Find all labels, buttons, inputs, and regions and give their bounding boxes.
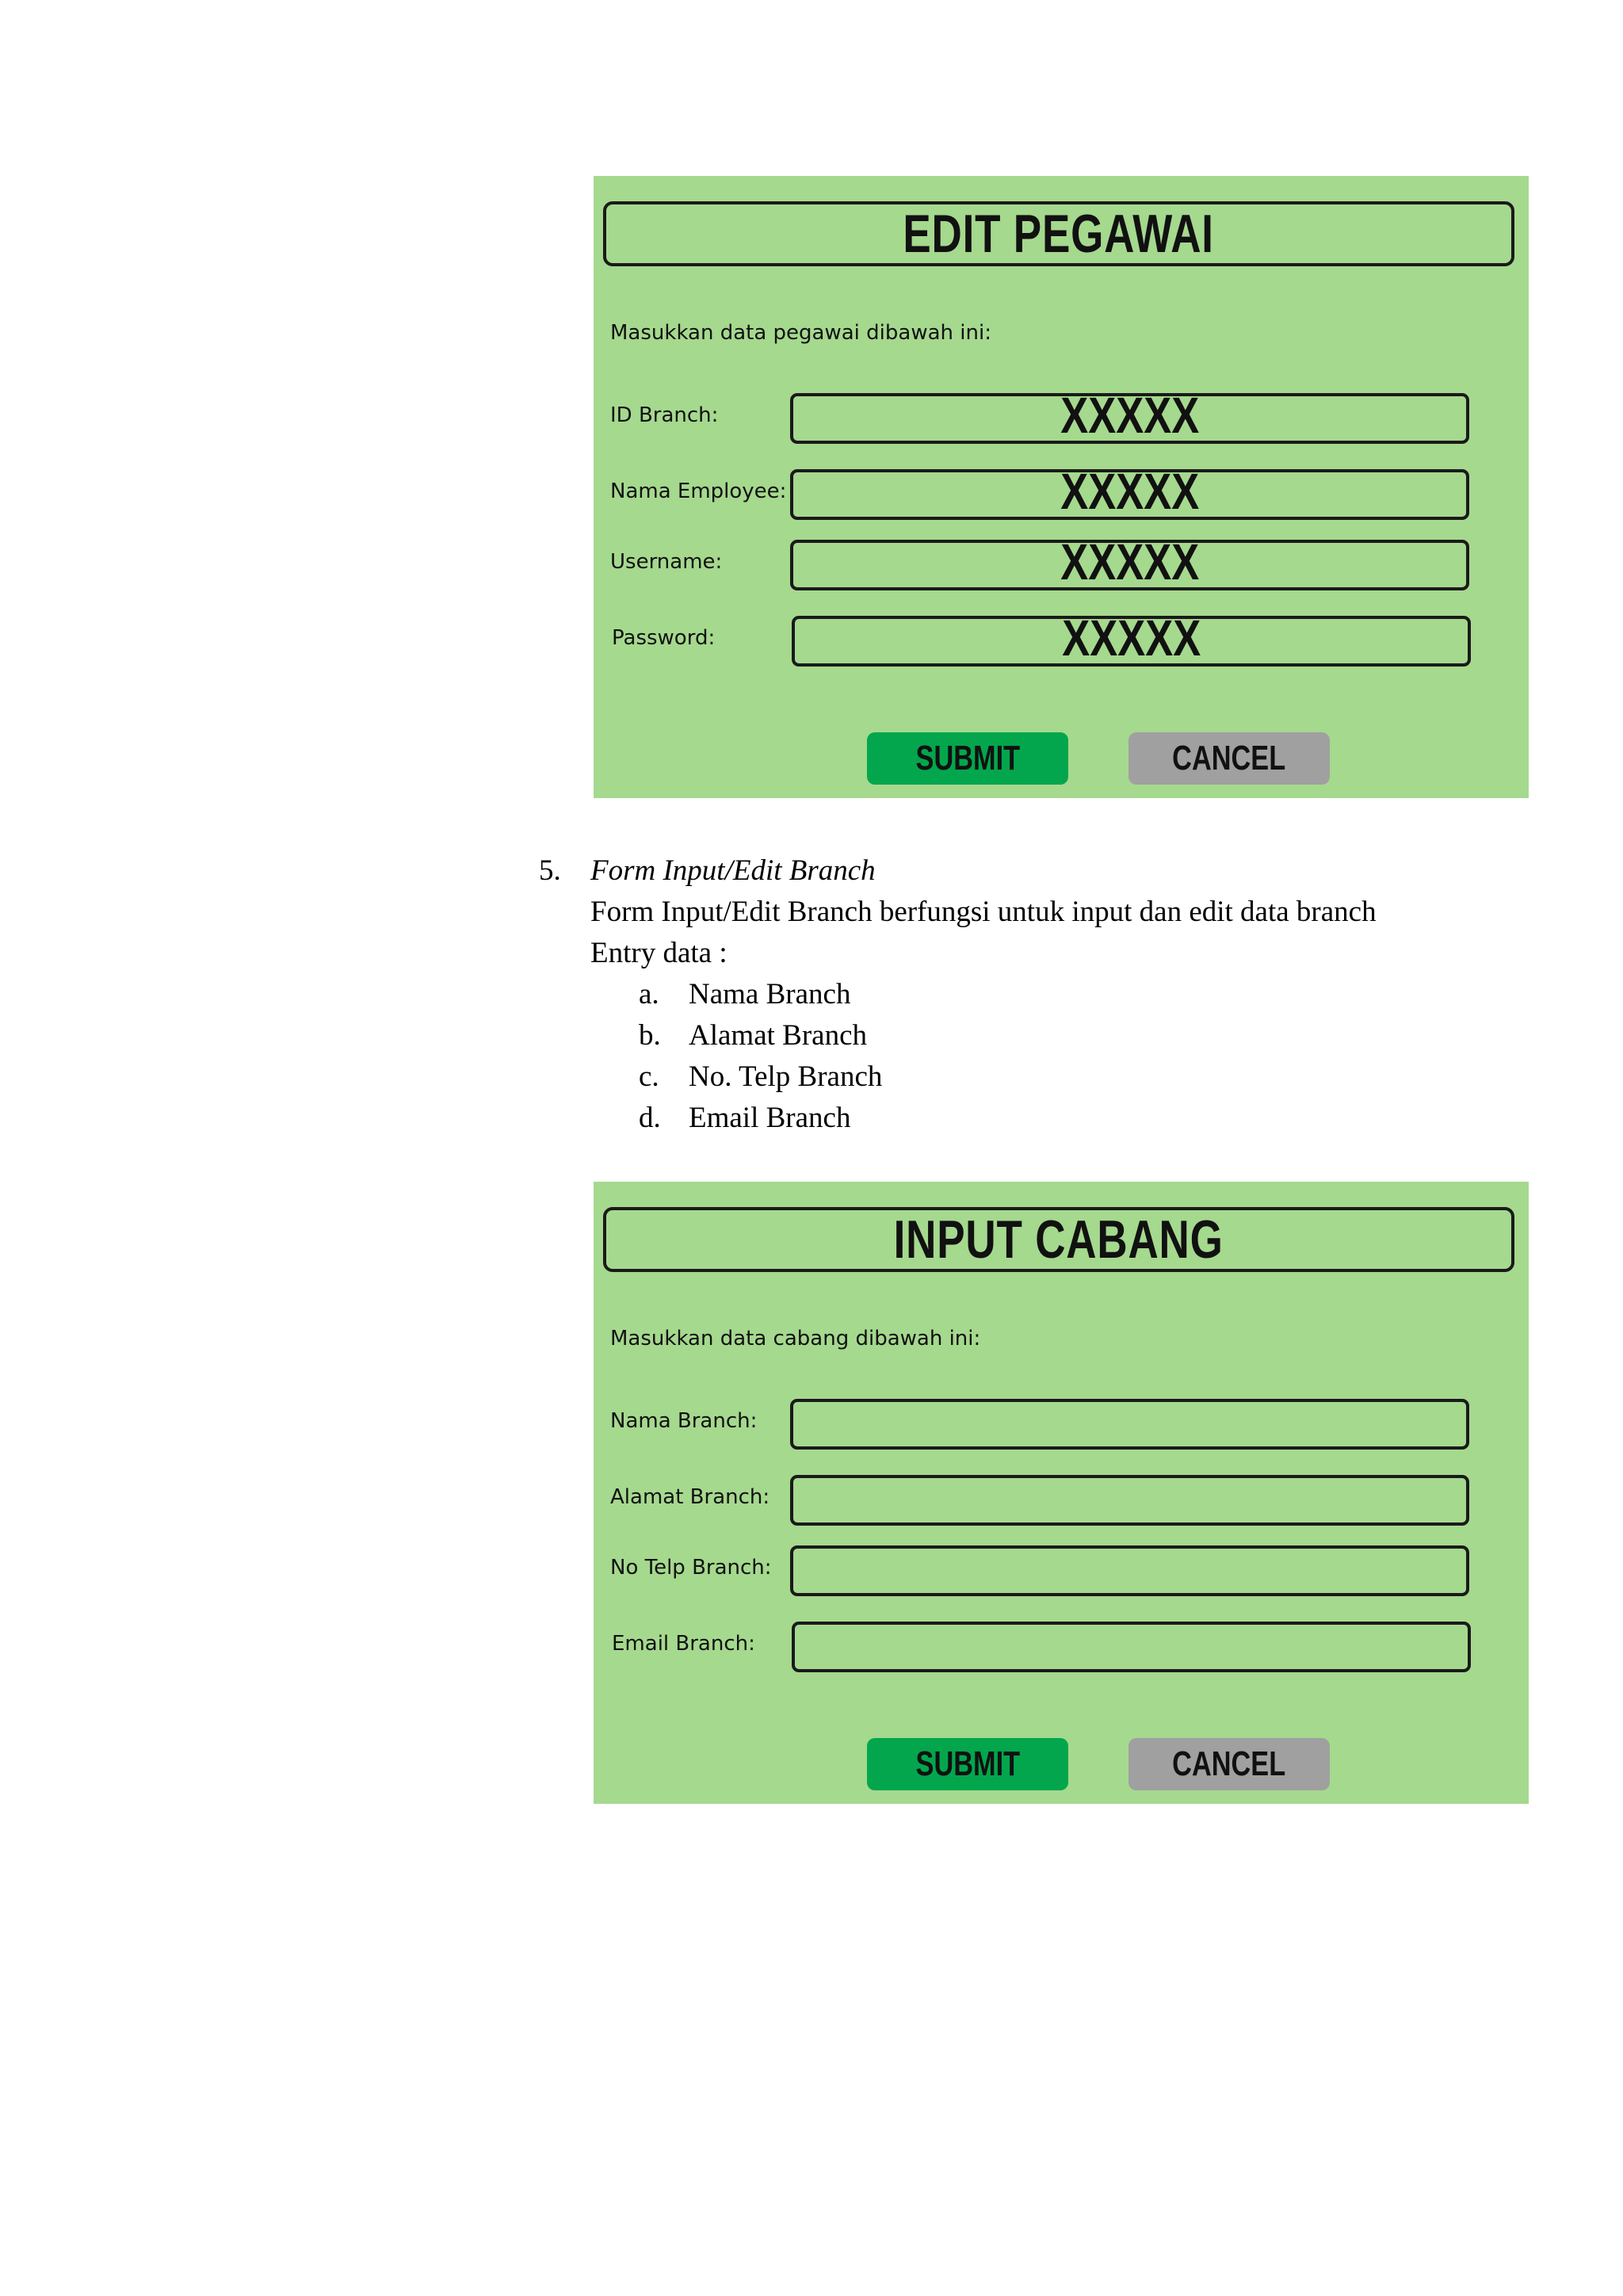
section-description: Form Input/Edit Branch berfungsi untuk input dan edit data branch <box>590 896 1377 928</box>
submit-button[interactable] <box>867 1738 1068 1790</box>
submit-button[interactable] <box>867 732 1068 785</box>
cancel-button-label: CANCEL <box>1172 1744 1286 1783</box>
section-number: 5. <box>539 854 561 887</box>
email-branch-label: Email Branch: <box>612 1632 755 1656</box>
username-label: Username: <box>610 550 723 574</box>
nama-employee-field[interactable] <box>790 463 1469 520</box>
alamat-branch-field[interactable] <box>790 1475 1469 1526</box>
list-item-letter: d. <box>639 1102 661 1134</box>
username-field[interactable] <box>790 533 1469 590</box>
cancel-button-label: CANCEL <box>1172 739 1286 777</box>
input-cabang-mockup <box>594 1182 1529 1804</box>
id-branch-label: ID Branch: <box>610 403 719 427</box>
list-item: No. Telp Branch <box>689 1060 883 1093</box>
password-label: Password: <box>612 626 716 650</box>
nama-branch-label: Nama Branch: <box>610 1409 758 1433</box>
submit-button-label: SUBMIT <box>915 1744 1020 1783</box>
alamat-branch-label: Alamat Branch: <box>610 1485 770 1509</box>
username-value: XXXXX <box>1060 533 1200 590</box>
password-value: XXXXX <box>1061 609 1201 667</box>
edit-pegawai-title: EDIT PEGAWAI <box>903 204 1215 264</box>
submit-button-label: SUBMIT <box>915 739 1020 777</box>
section-title: Form Input/Edit Branch <box>590 854 876 887</box>
list-item: Alamat Branch <box>689 1019 867 1052</box>
entry-data-label: Entry data : <box>590 937 727 969</box>
no-telp-branch-label: No Telp Branch: <box>610 1556 772 1580</box>
email-branch-field[interactable] <box>792 1622 1471 1672</box>
password-field[interactable] <box>792 609 1471 667</box>
cancel-button[interactable] <box>1128 732 1330 785</box>
nama-employee-value: XXXXX <box>1060 463 1200 520</box>
input-cabang-title-bar <box>603 1207 1514 1272</box>
no-telp-branch-field[interactable] <box>790 1545 1469 1596</box>
edit-pegawai-mockup <box>594 176 1529 798</box>
list-item: Nama Branch <box>689 978 851 1010</box>
id-branch-value: XXXXX <box>1060 387 1200 444</box>
list-item-letter: b. <box>639 1019 661 1052</box>
id-branch-field[interactable] <box>790 387 1469 444</box>
list-item-letter: c. <box>639 1060 659 1093</box>
nama-employee-label: Nama Employee: <box>610 479 787 503</box>
cancel-button[interactable] <box>1128 1738 1330 1790</box>
input-cabang-instruction: Masukkan data cabang dibawah ini: <box>610 1327 981 1350</box>
list-item-letter: a. <box>639 978 659 1010</box>
list-item: Email Branch <box>689 1102 851 1134</box>
nama-branch-field[interactable] <box>790 1399 1469 1450</box>
edit-pegawai-instruction: Masukkan data pegawai dibawah ini: <box>610 321 991 345</box>
input-cabang-title: INPUT CABANG <box>893 1209 1224 1270</box>
edit-pegawai-title-bar <box>603 201 1514 266</box>
